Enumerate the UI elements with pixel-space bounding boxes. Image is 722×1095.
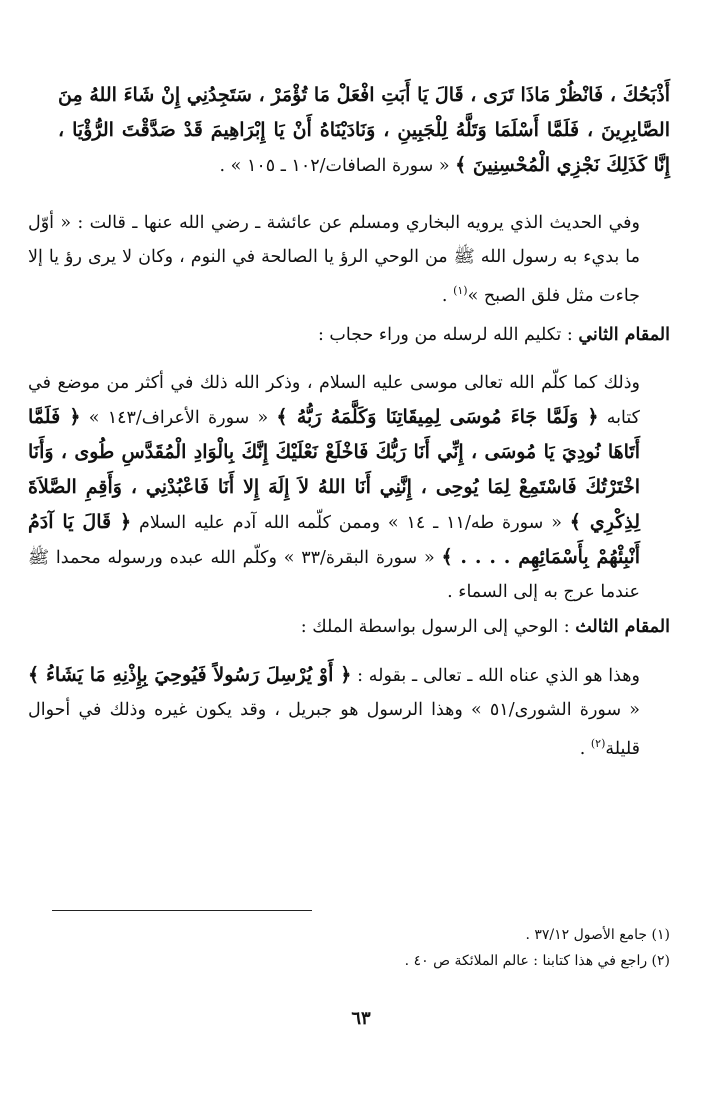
paragraph-text: « سورة الشورى/٥١ » وهذا الرسول هو جبريل ، وقد يكون غيره وذلك في أحوال قليلة xyxy=(28,700,640,759)
section3-paragraph xyxy=(28,658,670,766)
section-label: المقام الثاني xyxy=(578,325,670,345)
quran-verse: أَذْبَحُكَ ، فَانْظُرْ مَاذَا تَرَى ، قَالَ يَا أَبَتِ افْعَلْ مَا تُؤْمَرْ ، سَتَجِدُنِي إِنْ شَاءَ اللهُ مِنَ الصَّابِرِينَ ، فَلَمَّا أَسْلَمَا وَتَلَّهُ لِلْجَبِينِ ، وَنَادَيْنَاهُ أَنْ يَا إِبْرَاهِيمَ قَدْ صَدَّقْتَ الرُّؤْيَا ، إِنَّا كَذَلِكَ نَجْزِي الْمُحْسِنِينَ ﴾ xyxy=(58,84,670,176)
quran-verse-paragraph xyxy=(58,78,670,183)
section2-paragraph xyxy=(28,366,670,609)
paragraph-end: . xyxy=(441,285,454,306)
quran-verse: ﴿ وَلَمَّا جَاءَ مُوسَى لِمِيقَاتِنَا وَكَلَّمَهُ رَبُّهُ ﴾ xyxy=(276,406,599,428)
verse-reference: « سورة طه/١١ ـ ١٤ » وممن كلّمه الله آدم عليه السلام xyxy=(131,513,570,533)
section-label: المقام الثالث xyxy=(575,617,670,637)
footnote-marker: (٢) xyxy=(590,737,606,750)
footnote-marker: (١) xyxy=(453,284,468,297)
verse-reference: « سورة الأعراف/١٤٣ » xyxy=(80,408,277,428)
paragraph-end: . xyxy=(579,738,591,759)
hadith-text: وفي الحديث الذي يرويه البخاري ومسلم عن عائشة ـ رضي الله عنها ـ قالت : « أوّل ما بديء به رسول الله ﷺ من الوحي الرؤ يا الصالحة في النوم ، وكان لا يرى رؤ يا إلا جاءت مثل فلق الصبح » xyxy=(28,213,640,306)
section-title: : تكليم الله لرسله من وراء حجاب : xyxy=(317,325,579,345)
footnotes xyxy=(58,922,670,974)
footnote-divider xyxy=(52,910,312,911)
verse-reference: « سورة البقرة/٣٣ » وكلّم الله عبده ورسوله محمدا ﷺ عندما عرج به إلى السماء . xyxy=(28,548,640,602)
footnote-1: (١) جامع الأصول ٣٧/١٢ . xyxy=(525,927,670,943)
paragraph-text: وذلك كما كلّم الله تعالى موسى عليه السلام ، وذكر الله ذلك في أكثر من موضع في كتابه xyxy=(28,373,640,428)
paragraph-text: وهذا هو الذي عناه الله ـ تعالى ـ بقوله : xyxy=(351,666,640,686)
footnote-2: (٢) راجع في هذا كتابنا : عالم الملائكة ص ٤٠ . xyxy=(404,953,670,969)
section-heading-2 xyxy=(58,318,670,352)
quran-verse: ﴿ فَلَمَّا أَتَاهَا نُودِيَ يَا مُوسَى ، إِنِّي أَنَا رَبُّكَ فَاخْلَعْ نَعْلَيْكَ إِنَّكَ بِالْوَادِ الْمُقَدَّسِ طُوى ، وَأَنَا اخْتَرْتُكَ فَاسْتَمِعْ لِمَا يُوحِى ، إِنَّنِي أَنَا اللهُ لاَ إِلَهَ إِلا أَنَا فَاعْبُدْنِي ، وَأَقِمِ الصَّلاَةَ لِذِكْرِي ﴾ xyxy=(28,406,640,533)
section-title: : الوحي إلى الرسول بواسطة الملك : xyxy=(300,617,576,637)
verse-reference: « سورة الصافات/١٠٢ ـ ١٠٥ » . xyxy=(219,156,456,176)
quran-verse: ﴿ أَوْ يُرْسِلَ رَسُولاً فَيُوحِيَ بِإِذْنِهِ مَا يَشَاءُ ﴾ xyxy=(28,664,352,686)
section-heading-3 xyxy=(58,610,670,644)
page-number: ٦٣ xyxy=(351,1008,371,1029)
hadith-paragraph xyxy=(28,206,670,313)
quran-verse: ﴿ قَالَ يَا آدَمُ أَنْبِئْهُمْ بِأَسْمَائِهِم . . . . ﴾ xyxy=(28,511,640,568)
